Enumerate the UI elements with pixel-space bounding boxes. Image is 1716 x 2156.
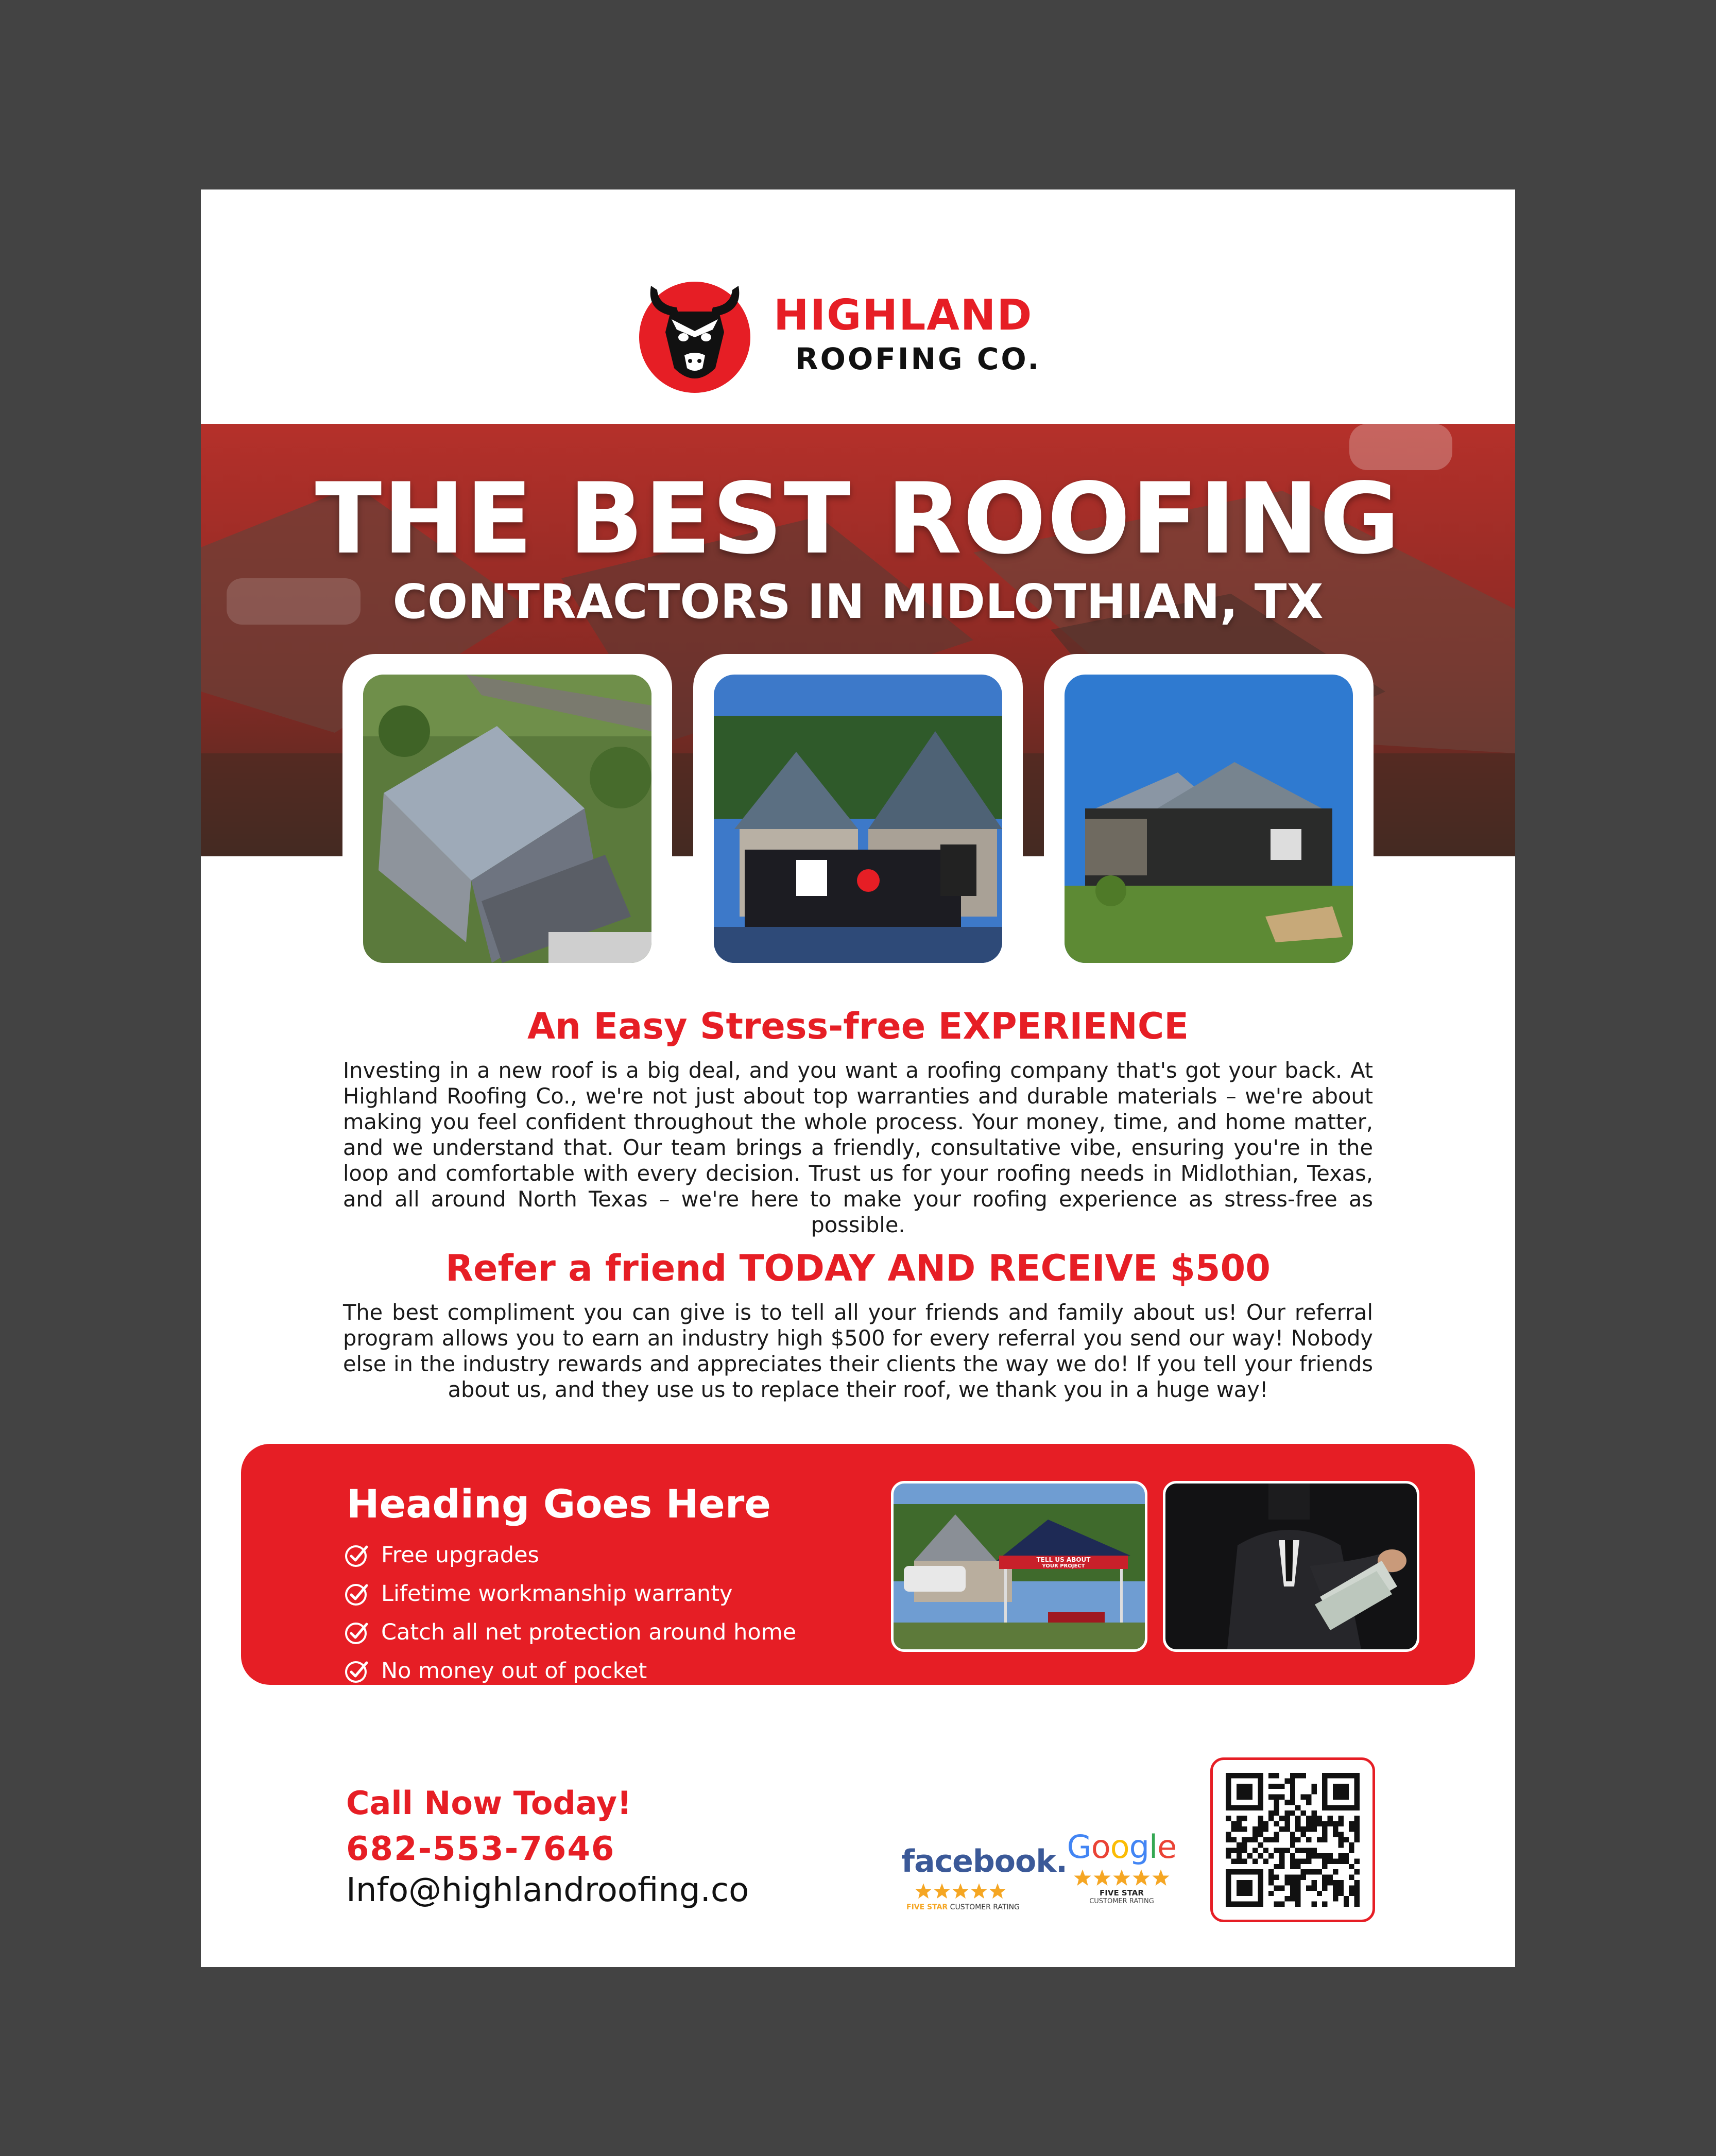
photo-card-1 — [342, 654, 672, 973]
benefits-list — [344, 1536, 796, 1690]
star-icon — [1152, 1869, 1170, 1887]
star-icon — [933, 1883, 951, 1900]
logo-name: HIGHLAND — [774, 291, 1033, 340]
flyer-page — [201, 189, 1515, 1967]
experience-heading: An Easy Stress-free EXPERIENCE — [527, 1005, 1189, 1047]
phone-number[interactable]: 682-553-7646 — [346, 1830, 615, 1868]
star-icon — [970, 1883, 988, 1900]
benefit-text: Free upgrades — [381, 1542, 539, 1568]
benefits-box — [241, 1444, 1475, 1685]
google-rating-badge — [1060, 1828, 1183, 1926]
tent-photo — [891, 1481, 1147, 1652]
email-address[interactable]: Info@highlandroofing.co — [346, 1871, 749, 1909]
google-logo: Google — [1067, 1828, 1177, 1866]
star-icon — [952, 1883, 969, 1900]
tent-banner-line-2: YOUR PROJECT — [1042, 1563, 1085, 1569]
logo-subtitle: ROOFING CO. — [795, 341, 1041, 376]
call-now-text: Call Now Today! — [346, 1784, 632, 1822]
benefit-text: Lifetime workmanship warranty — [381, 1580, 733, 1607]
star-icon — [915, 1883, 932, 1900]
check-circle-icon — [344, 1542, 370, 1568]
photo-card-2 — [693, 654, 1023, 973]
businessman-holding-cash-icon — [1165, 1484, 1417, 1649]
facebook-rating-label: FIVE STAR CUSTOMER RATING — [906, 1903, 1020, 1911]
benefits-heading: Heading Goes Here — [347, 1481, 771, 1527]
list-item — [344, 1536, 796, 1574]
check-circle-icon — [344, 1619, 370, 1645]
roof-replacement-photo-icon — [1065, 675, 1353, 963]
check-circle-icon — [344, 1581, 370, 1607]
photo-card-3 — [1044, 654, 1374, 973]
cash-photo — [1163, 1481, 1419, 1652]
hero-title: THE BEST ROOFING — [315, 462, 1401, 576]
star-icon — [989, 1883, 1006, 1900]
qr-code-frame[interactable] — [1210, 1757, 1375, 1922]
star-icon — [1132, 1869, 1151, 1887]
referral-paragraph: The best compliment you can give is to tell all your friends and family about us! Our referral program allows you to earn an industry high $500 for every referral you send our way! Nobody else in the industry rewards and appreciates their clients the way we do! If you tell your friends about us, and they use us to replace their roof, we thank you in a huge way! — [343, 1300, 1373, 1402]
house-roof-work-photo-icon — [714, 675, 1002, 963]
event-tent-photo-icon — [894, 1484, 1145, 1649]
star-icon — [1112, 1869, 1131, 1887]
google-rating-label-2: CUSTOMER RATING — [1089, 1898, 1154, 1905]
facebook-rating-badge — [901, 1843, 1067, 1921]
aerial-roof-photo-icon — [363, 675, 651, 963]
qr-code-icon[interactable] — [1226, 1773, 1360, 1907]
tent-banner-line-1: TELL US ABOUT — [1036, 1556, 1091, 1563]
list-item — [344, 1651, 796, 1690]
experience-paragraph: Investing in a new roof is a big deal, and you want a roofing company that's got your back. At Highland Roofing Co., we're not just about top warranties and durable materials – we're about making you feel confident throughout the whole process. Your money, time, and home matter, and we understand that. Our team brings a friendly, consultative vibe, ensuring you're in the loop and comfortable with every decision. Trust us for your roofing needs in Midlothian, Texas, and all around North Texas – we're here to make your roofing experience as stress-free as possible. — [343, 1058, 1373, 1237]
facebook-stars — [915, 1883, 1045, 1900]
company-logo — [630, 265, 1094, 409]
list-item — [344, 1613, 796, 1651]
benefit-text: No money out of pocket — [381, 1658, 647, 1684]
list-item — [344, 1574, 796, 1613]
hero-subtitle: CONTRACTORS IN MIDLOTHIAN, TX — [392, 574, 1324, 629]
star-icon — [1073, 1869, 1092, 1887]
google-stars — [1060, 1869, 1183, 1887]
highland-cow-icon — [630, 265, 759, 394]
referral-heading: Refer a friend TODAY AND RECEIVE $500 — [445, 1247, 1271, 1289]
facebook-logo: facebook. — [901, 1843, 1067, 1879]
google-rating-label-1: FIVE STAR — [1100, 1888, 1144, 1898]
star-icon — [1093, 1869, 1111, 1887]
check-circle-icon — [344, 1658, 370, 1684]
benefit-text: Catch all net protection around home — [381, 1619, 797, 1645]
